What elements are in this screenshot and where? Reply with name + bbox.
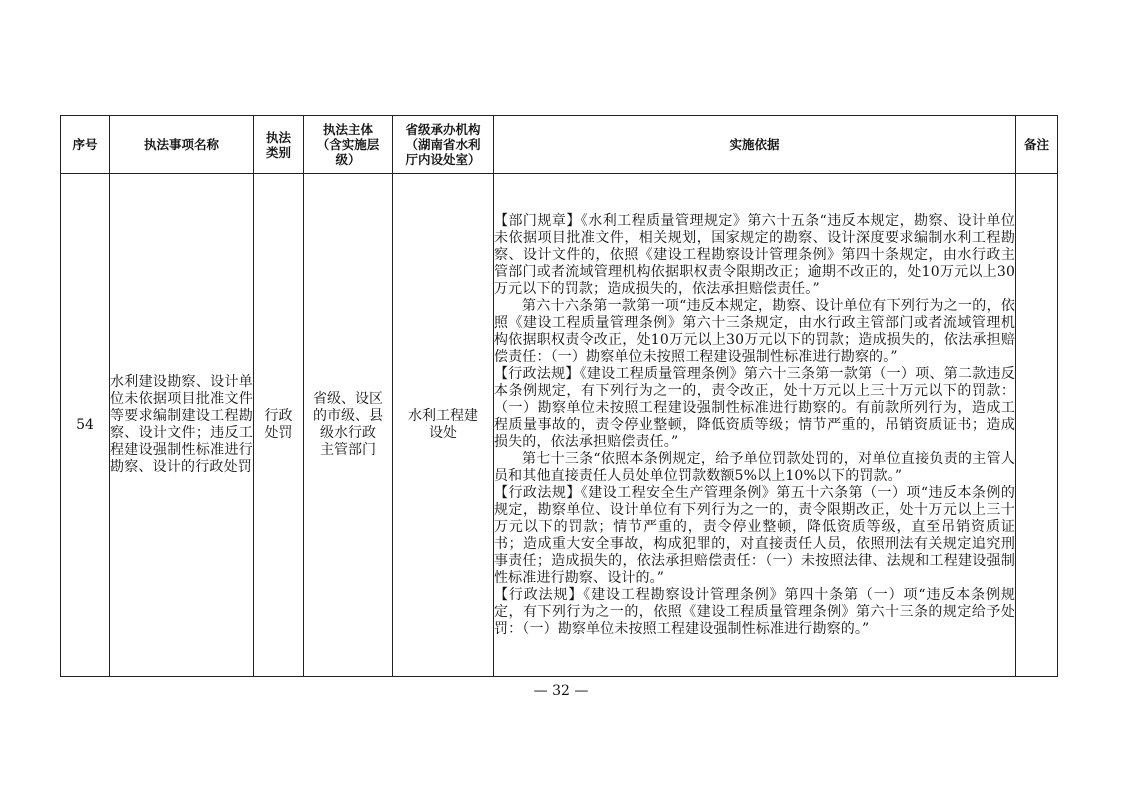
row-subject-line: 省级、设区 <box>313 391 383 407</box>
header-subject-line: 级） <box>335 152 361 167</box>
header-category-line: 类别 <box>265 144 291 160</box>
row-remark <box>1016 174 1058 677</box>
header-category-line: 执法 <box>265 129 291 145</box>
basis-paragraph: 【行政法规】《建设工程质量管理条例》第六十三条第一款第（一）项、第二款违反本条例规定，有下列行为之一的，责令改正，处十万元以上三十万元以下的罚款：（一）勘察单位未按照工程建设强制性标准进行勘察的。有前款所列行为，造成工程质量事故的，责令停业整顿，降低资质等级；情节严重的，吊销资质证书；造成损失的，依法承担赔偿责任。” <box>494 365 1015 450</box>
enforcement-table <box>60 115 1058 677</box>
header-seq: 序号 <box>61 116 110 174</box>
header-name: 执法事项名称 <box>110 116 254 174</box>
header-agency-line: （湖南省水利 <box>405 137 481 152</box>
basis-paragraph: 【行政法规】《建设工程勘察设计管理条例》第四十条第（一）项“违反本条例规定，有下列行为之一的，依照《建设工程质量管理条例》第六十三条的规定给予处罚：（一）勘察单位未按照工程建设强制性标准进行勘察的。” <box>494 586 1015 637</box>
header-agency-line: 厅内设处室） <box>405 152 481 167</box>
header-basis: 实施依据 <box>494 116 1016 174</box>
basis-paragraph: 【部门规章】《水利工程质量管理规定》第六十五条“违反本规定，勘察、设计单位未依据项目批准文件，相关规划，国家规定的勘察、设计深度要求编制水利工程勘察、设计文件的，依照《建设工程勘察设计管理条例》第四十条规定，由水行政主管部门或者流域管理机构依据职权责令限期改正；逾期不改正的，处10万元以上30万元以下的罚款；造成损失的，依法承担赔偿责任。” <box>494 212 1015 297</box>
page-number: — 32 — <box>533 683 589 699</box>
row-subject-line: 级水行政 <box>320 425 376 441</box>
header-category <box>254 116 304 174</box>
row-agency-line: 设处 <box>429 425 457 441</box>
header-subject-line: 执法主体 <box>322 122 373 137</box>
basis-paragraph: 【行政法规】《建设工程安全生产管理条例》第五十六条第（一）项“违反本条例的规定，勘察单位、设计单位有下列行为之一的，责令限期改正，处十万元以上三十万元以下的罚款；情节严重的，责令停业整顿，降低资质等级，直至吊销资质证书；造成重大安全事故，构成犯罪的，对直接责任人员，依照刑法有关规定追究刑事责任；造成损失的，依法承担赔偿责任：（一）未按照法律、法规和工程建设强制性标准进行勘察、设计的。” <box>494 484 1015 586</box>
row-name: 水利建设勘察、设计单位未依据项目批准文件等要求编制建设工程勘察、设计文件；违反工程建设强制性标准进行勘察、设计的行政处罚 <box>110 374 253 475</box>
row-agency <box>393 174 494 677</box>
row-category <box>254 174 304 677</box>
row-name-cell <box>110 174 254 677</box>
row-category-line: 行政 <box>264 408 293 424</box>
row-basis <box>494 174 1016 677</box>
basis-paragraph: 第七十三条“依照本条例规定，给予单位罚款处罚的，对单位直接负责的主管人员和其他直接责任人员处单位罚款数额5%以上10%以下的罚款。” <box>494 450 1015 484</box>
header-remark: 备注 <box>1016 116 1058 174</box>
row-category-line: 处罚 <box>264 425 293 441</box>
row-subject-line: 的市级、县 <box>313 408 383 424</box>
row-seq: 54 <box>61 174 110 677</box>
table-header-row <box>61 116 1058 174</box>
row-agency-line: 水利工程建 <box>408 408 478 424</box>
header-agency <box>393 116 494 174</box>
basis-paragraph: 第六十六条第一款第一项“违反本规定，勘察、设计单位有下列行为之一的，依照《建设工程质量管理条例》第六十三条规定，由水行政主管部门或者流域管理机构依据职权责令改正，处10万元以上30万元以下的罚款；造成损失的，依法承担赔偿责任：（一）勘察单位未按照工程建设强制性标准进行勘察的。” <box>494 297 1015 365</box>
header-agency-line: 省级承办机构 <box>405 122 481 137</box>
row-subject <box>304 174 393 677</box>
header-subject <box>304 116 393 174</box>
row-subject-line: 主管部门 <box>320 442 376 458</box>
table-row <box>61 174 1058 677</box>
header-subject-line: （含实施层 <box>316 137 380 152</box>
